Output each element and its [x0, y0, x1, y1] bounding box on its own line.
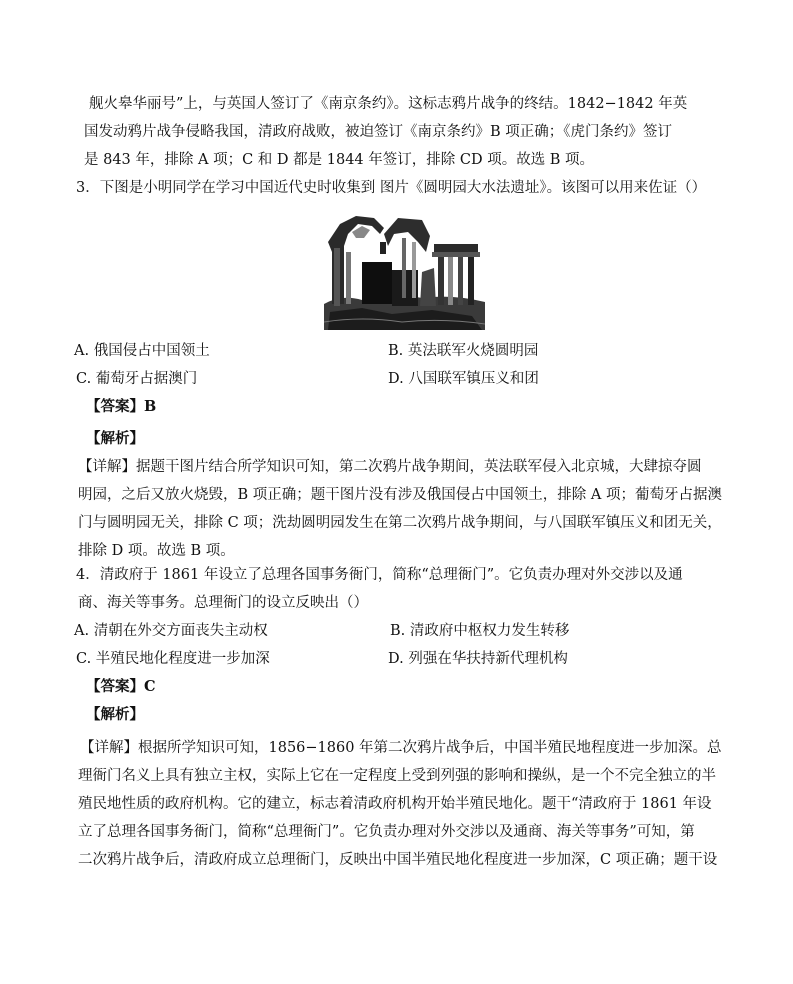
text-line: 排除 D 项。故选 B 项。 — [78, 543, 235, 559]
text-line: 理衙门名义上具有独立主权，实际上它在一定程度上受到列强的影响和操纵，是一个不完全独立的半 — [78, 768, 716, 784]
text-line: 明园，之后又放火烧毁，B 项正确；题干图片没有涉及俄国侵占中国领土，排除 A 项；葡萄牙占据澳 — [78, 487, 722, 503]
text-line: 是 843 年，排除 A 项；C 和 D 都是 1844 年签订，排除 CD 项。故选 B 项。 — [84, 152, 595, 168]
answer-label: 【答案】C — [86, 678, 156, 695]
option-d: D. 列强在华扶持新代理机构 — [388, 651, 568, 667]
text-line: 商、海关等事务。总理衙门的设立反映出（） — [78, 595, 368, 611]
option-c: C. 葡萄牙占据澳门 — [76, 371, 198, 387]
text-line: 门与圆明园无关，排除 C 项；洗劫圆明园发生在第二次鸦片战争期间，与八国联军镇压义和团无关， — [78, 515, 722, 531]
question-3-stem: 3．下图是小明同学在学习中国近代史时收集到 图片《圆明园大水法遗址》。该图可以用来佐证（） — [76, 180, 707, 196]
text-line: 殖民地性质的政府机构。它的建立，标志着清政府机构开始半殖民地化。题干“清政府于 1861 年设 — [78, 796, 712, 812]
text-line: 二次鸦片战争后，清政府成立总理衙门，反映出中国半殖民地化程度进一步加深，C 项正确；题干设 — [78, 852, 718, 868]
text-line: 立了总理各国事务衙门，简称“总理衙门”。它负责办理对外交涉以及通商、海关等事务”可知，第 — [78, 824, 695, 840]
text-line: 舰火皋华丽号”上，与英国人签订了《南京条约》。这标志鸦片战争的终结。1842−1842 年英 — [89, 96, 688, 112]
option-d: D. 八国联军镇压义和团 — [388, 371, 539, 387]
option-b: B. 清政府中枢权力发生转移 — [390, 623, 570, 639]
option-b: B. 英法联军火烧圆明园 — [388, 343, 539, 359]
text-line: 国发动鸦片战争侵略我国，清政府战败，被迫签订《南京条约》B 项正确；《虎门条约》签订 — [84, 124, 673, 140]
text-line: 【详解】根据所学知识可知，1856−1860 年第二次鸦片战争后，中国半殖民地程度进一步加深。总 — [80, 740, 722, 756]
yuanmingyuan-ruins-image — [322, 212, 487, 330]
option-c: C. 半殖民地化程度进一步加深 — [76, 651, 270, 667]
analysis-label: 【解析】 — [86, 706, 144, 723]
option-a: A. 清朝在外交方面丧失主动权 — [74, 623, 268, 639]
question-4-stem: 4．清政府于 1861 年设立了总理各国事务衙门，简称“总理衙门”。它负责办理对外交涉以及通 — [76, 567, 683, 583]
analysis-label: 【解析】 — [86, 430, 144, 447]
text-line: 【详解】据题干图片结合所学知识可知，第二次鸦片战争期间，英法联军侵入北京城，大肆掠夺圆 — [78, 459, 702, 475]
answer-label: 【答案】B — [86, 398, 157, 415]
option-a: A. 俄国侵占中国领土 — [74, 343, 210, 359]
